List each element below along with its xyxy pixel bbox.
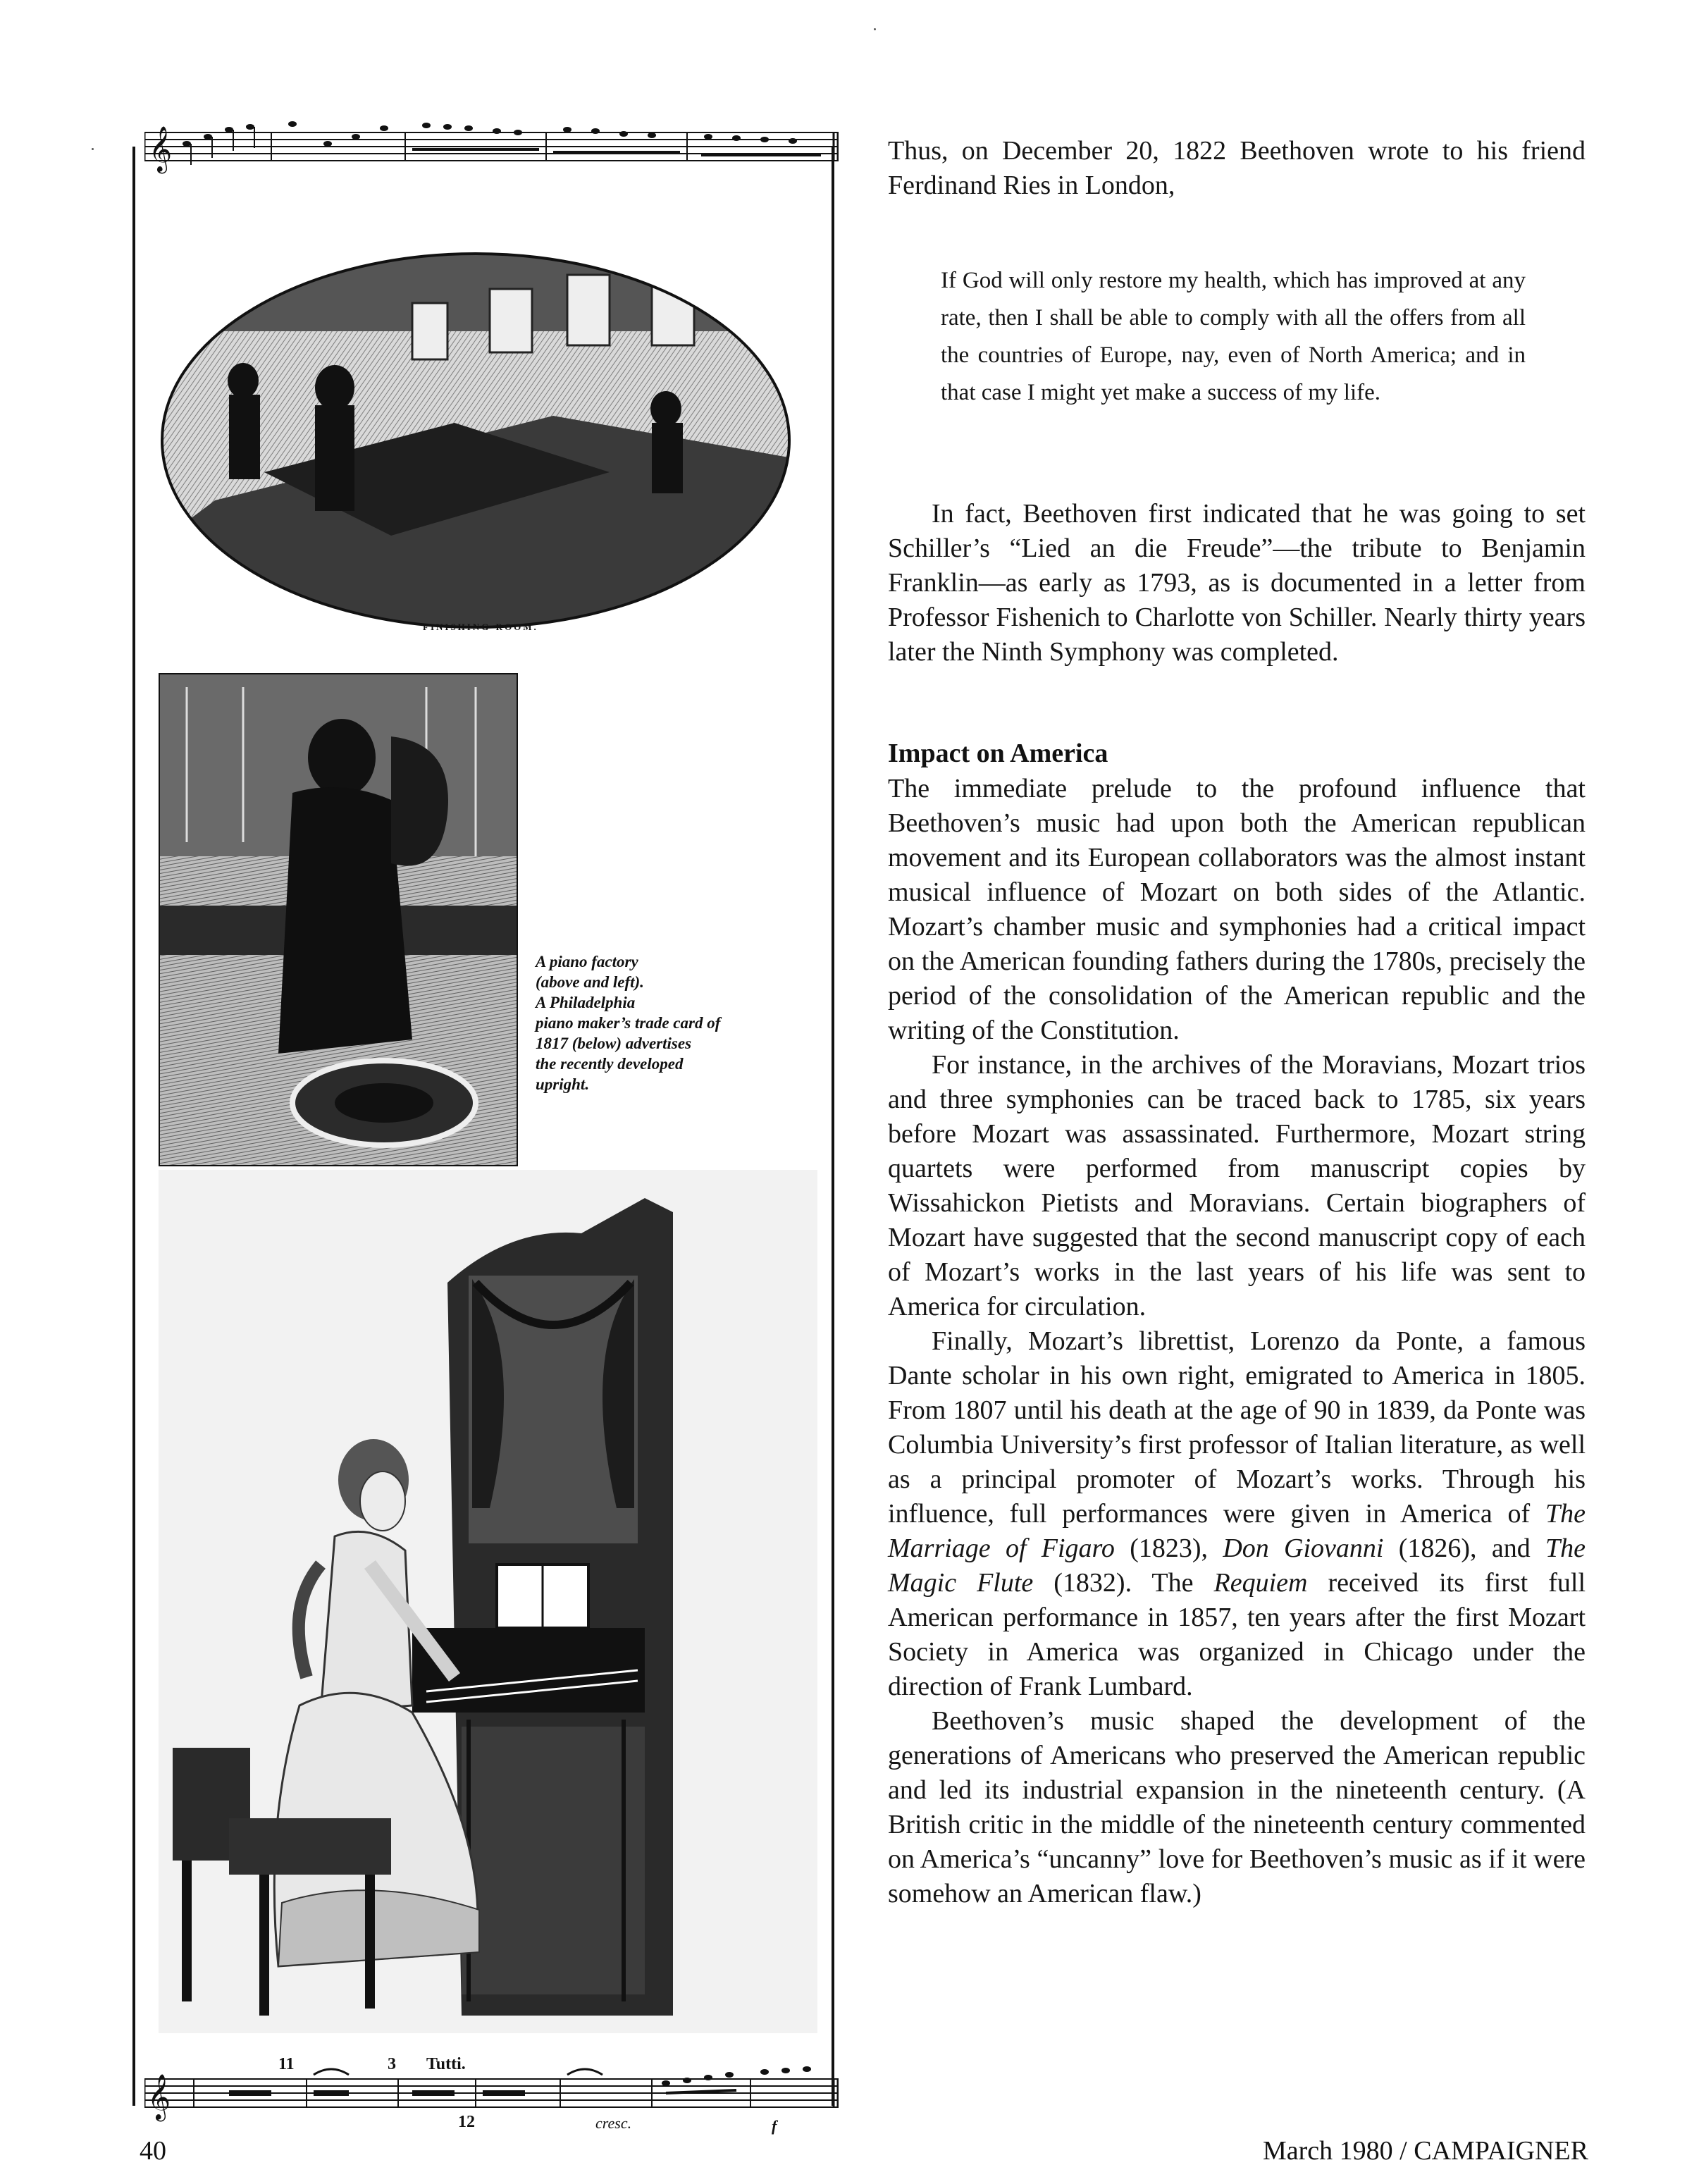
page-number: 40	[140, 2136, 166, 2166]
rest-count-12: 12	[458, 2113, 475, 2131]
intro-paragraph	[888, 134, 1586, 203]
section-heading: Impact on America	[888, 739, 1108, 768]
music-staff-top	[144, 118, 839, 175]
forte-marking: f	[772, 2117, 777, 2135]
left-border-rule	[132, 147, 135, 2106]
svg-text:𝄞: 𝄞	[147, 2074, 171, 2120]
lied-an-die-freude-paragraph	[888, 497, 1586, 670]
paragraph-mozart-influence: The immediate prelude to the profound influence that Beethoven’s music had upon both the American republican movement and its European collaborators was the almost instant musical influence of Mozart on both sides of the Atlantic. Mozart’s chamber music and symphonies had a critical impact on the American founding fathers during the 1780s, precisely the period of the consolidation of the American republic and the writing of the Constitution.	[888, 774, 1586, 1045]
music-staff-bottom	[144, 2044, 839, 2149]
crescendo-marking: cresc.	[595, 2114, 632, 2132]
caption-line: the recently developed	[536, 1055, 684, 1073]
caption-line: (above and left).	[536, 973, 644, 991]
caption-line: A Philadelphia	[536, 994, 636, 1011]
impact-on-america-body	[888, 772, 1586, 1911]
image-caption	[536, 951, 761, 1094]
svg-text:𝄞: 𝄞	[149, 126, 173, 172]
caption-line: A piano factory	[536, 953, 638, 970]
intro-text: Thus, on December 20, 1822 Beethoven wrote to his friend Ferdinand Ries in London,	[888, 136, 1586, 200]
right-border-rule	[832, 147, 834, 2106]
scan-speck	[92, 148, 94, 150]
issue-footer: March 1980 / CAMPAIGNER	[1263, 2136, 1588, 2166]
piano-factory-engraving	[159, 247, 793, 641]
tutti-marking: Tutti.	[426, 2055, 466, 2073]
text-run: (1832). The	[1033, 1568, 1214, 1598]
caption-line: piano maker’s trade card of	[536, 1014, 721, 1032]
factory-label: FINISHING-ROOM.	[423, 622, 538, 632]
opera-title: The Magic Flute	[888, 1534, 1586, 1598]
upright-piano-trade-card	[159, 1170, 817, 2033]
beethoven-letter-quote: If God will only restore my health, which has improved at any rate, then I shall be able to comply with all the offers from all the countries of Europe, nay, even of North America; and in that case I might yet make a success of my life.	[941, 268, 1526, 405]
opera-title: Don Giovanni	[1223, 1534, 1384, 1563]
paragraph-beethoven-america: Beethoven’s music shaped the development of the generations of Americans who preserved the American republic and led its industrial expansion in the nineteenth century. (A British critic in the middle of the nineteenth century commented on America’s “uncanny” love for Beethoven’s music as if it were somehow an American flaw.)	[888, 1706, 1586, 1908]
piano-worker-engraving	[159, 673, 518, 1166]
work-title: Requiem	[1213, 1568, 1308, 1598]
text-run: Finally, Mozart’s librettist, Lorenzo da Ponte, a famous Dante scholar in his own right, emigrated to America in 1805. From 1807 until his death at the age of 90 in 1839, da Ponte was Columbia University’s first professor of Italian literature, as well as a principal promoter of Mozart’s works. Through his influence, full performances were given in America of	[888, 1326, 1586, 1529]
scan-speck	[874, 28, 876, 30]
caption-line: upright.	[536, 1075, 590, 1093]
caption-line: 1817 (below) advertises	[536, 1035, 692, 1052]
rest-count-11: 11	[278, 2055, 295, 2073]
text-run: (1823),	[1114, 1534, 1223, 1563]
opera-title: The Marriage of Figaro	[888, 1499, 1586, 1563]
fact-text: In fact, Beethoven first indicated that he was going to set Schiller’s “Lied an die Freude”—the tribute to Benjamin Franklin—as early as 1793, as is documented in a letter from Professor Fishenich to Charlotte von Schiller. Nearly thirty years later the Ninth Symphony was completed.	[888, 499, 1586, 667]
paragraph-da-ponte	[888, 1324, 1586, 1704]
text-run: (1826), and	[1383, 1534, 1545, 1563]
text-run: received its first full American performance in 1857, ten years after the first Mozart Society in America was organized in Chicago under the direction of Frank Lumbard.	[888, 1568, 1586, 1701]
paragraph-moravians: For instance, in the archives of the Moravians, Mozart trios and three symphonies can be traced back to 1785, six years before Mozart was assassinated. Furthermore, Mozart string quartets were performed from manuscript copies by Wissahickon Pietists and Moravians. Certain biographers of Mozart have suggested that the second manuscript copy of each of Mozart’s works in the last years of his life was sent to America for circulation.	[888, 1050, 1586, 1321]
rest-count-3: 3	[388, 2055, 396, 2073]
